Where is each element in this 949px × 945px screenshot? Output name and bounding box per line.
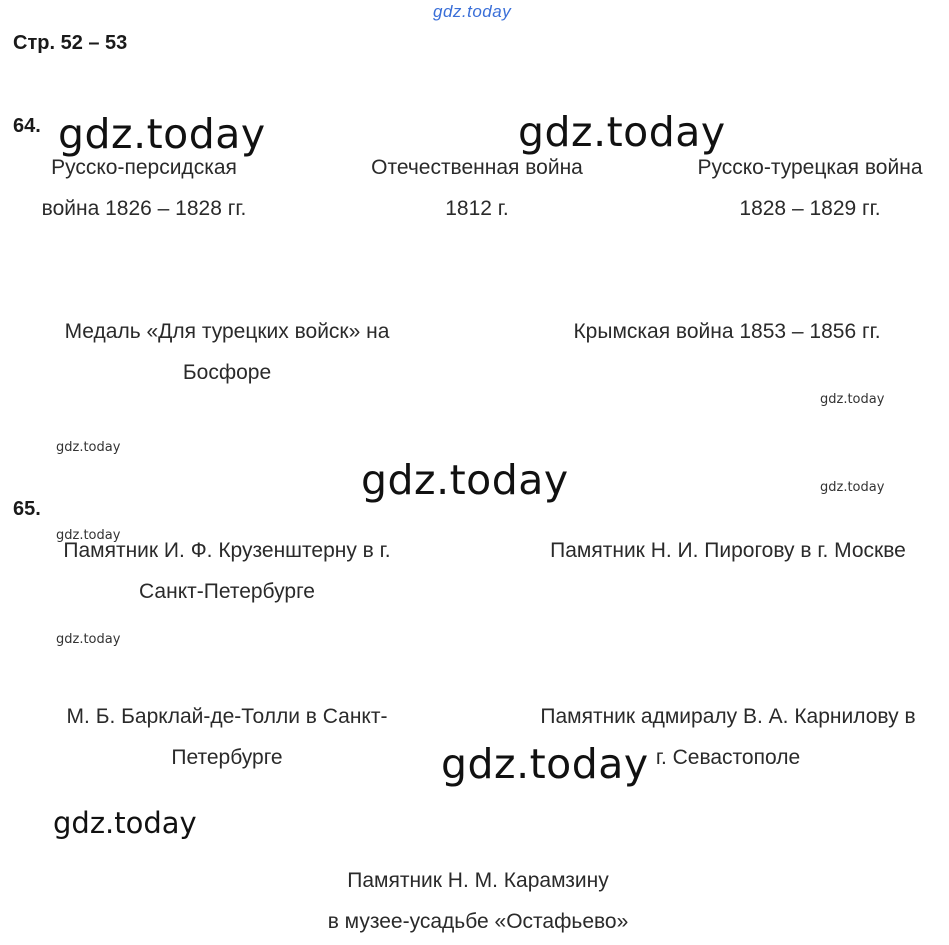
caption-line: Санкт-Петербурге	[139, 580, 315, 603]
watermark-large: gdz.today	[518, 108, 726, 156]
caption-line: г. Севастополе	[655, 746, 801, 769]
caption-karamzin-monument	[296, 860, 660, 942]
caption-line: 1828 – 1829 гг.	[739, 197, 881, 220]
caption-patriotic-war	[347, 147, 607, 229]
caption-line: Памятник Н. И. Пирогову в г. Москве	[550, 539, 906, 562]
watermark-top: gdz.today	[433, 2, 512, 21]
caption-line: Петербурге	[171, 746, 283, 769]
caption-russo-turkish-war	[675, 147, 945, 229]
watermark-small: gdz.today	[820, 480, 885, 495]
caption-line: Памятник адмиралу В. А. Карнилову в	[540, 705, 916, 728]
watermark-large: gdz.today	[361, 456, 569, 504]
page-header: Стр. 52 – 53	[13, 32, 128, 54]
caption-pirogov-monument	[516, 530, 940, 571]
task-65-number: 65.	[13, 498, 41, 520]
watermark-small: gdz.today	[56, 440, 121, 455]
caption-line: Босфоре	[182, 361, 272, 384]
caption-line: Крымская война 1853 – 1856 гг.	[573, 320, 881, 343]
caption-line: Медаль «Для турецких войск» на	[64, 320, 390, 343]
caption-line: Русско-персидская	[51, 156, 237, 179]
caption-line: Русско-турецкая война	[697, 156, 923, 179]
watermark-large: gdz.today	[58, 110, 266, 158]
watermark-small: gdz.today	[56, 528, 121, 543]
caption-line: Памятник Н. М. Карамзину	[347, 869, 609, 892]
caption-line: М. Б. Барклай-де-Толли в Санкт-	[66, 705, 388, 728]
caption-line: в музее-усадьбе «Остафьево»	[327, 910, 629, 933]
caption-barclay-de-tolly	[36, 696, 418, 778]
caption-line: Памятник И. Ф. Крузенштерну в г.	[63, 539, 391, 562]
caption-russo-persian-war	[24, 147, 264, 229]
watermark-medium: gdz.today	[53, 806, 197, 840]
watermark-small: gdz.today	[56, 632, 121, 647]
caption-medal-bosphorus	[34, 311, 420, 393]
caption-line: война 1826 – 1828 гг.	[41, 197, 247, 220]
task-64-number: 64.	[13, 115, 41, 137]
caption-line: Отечественная война	[371, 156, 583, 179]
watermark-large: gdz.today	[441, 740, 649, 788]
caption-line: 1812 г.	[445, 197, 509, 220]
watermark-small: gdz.today	[820, 392, 885, 407]
caption-crimean-war	[540, 311, 914, 352]
